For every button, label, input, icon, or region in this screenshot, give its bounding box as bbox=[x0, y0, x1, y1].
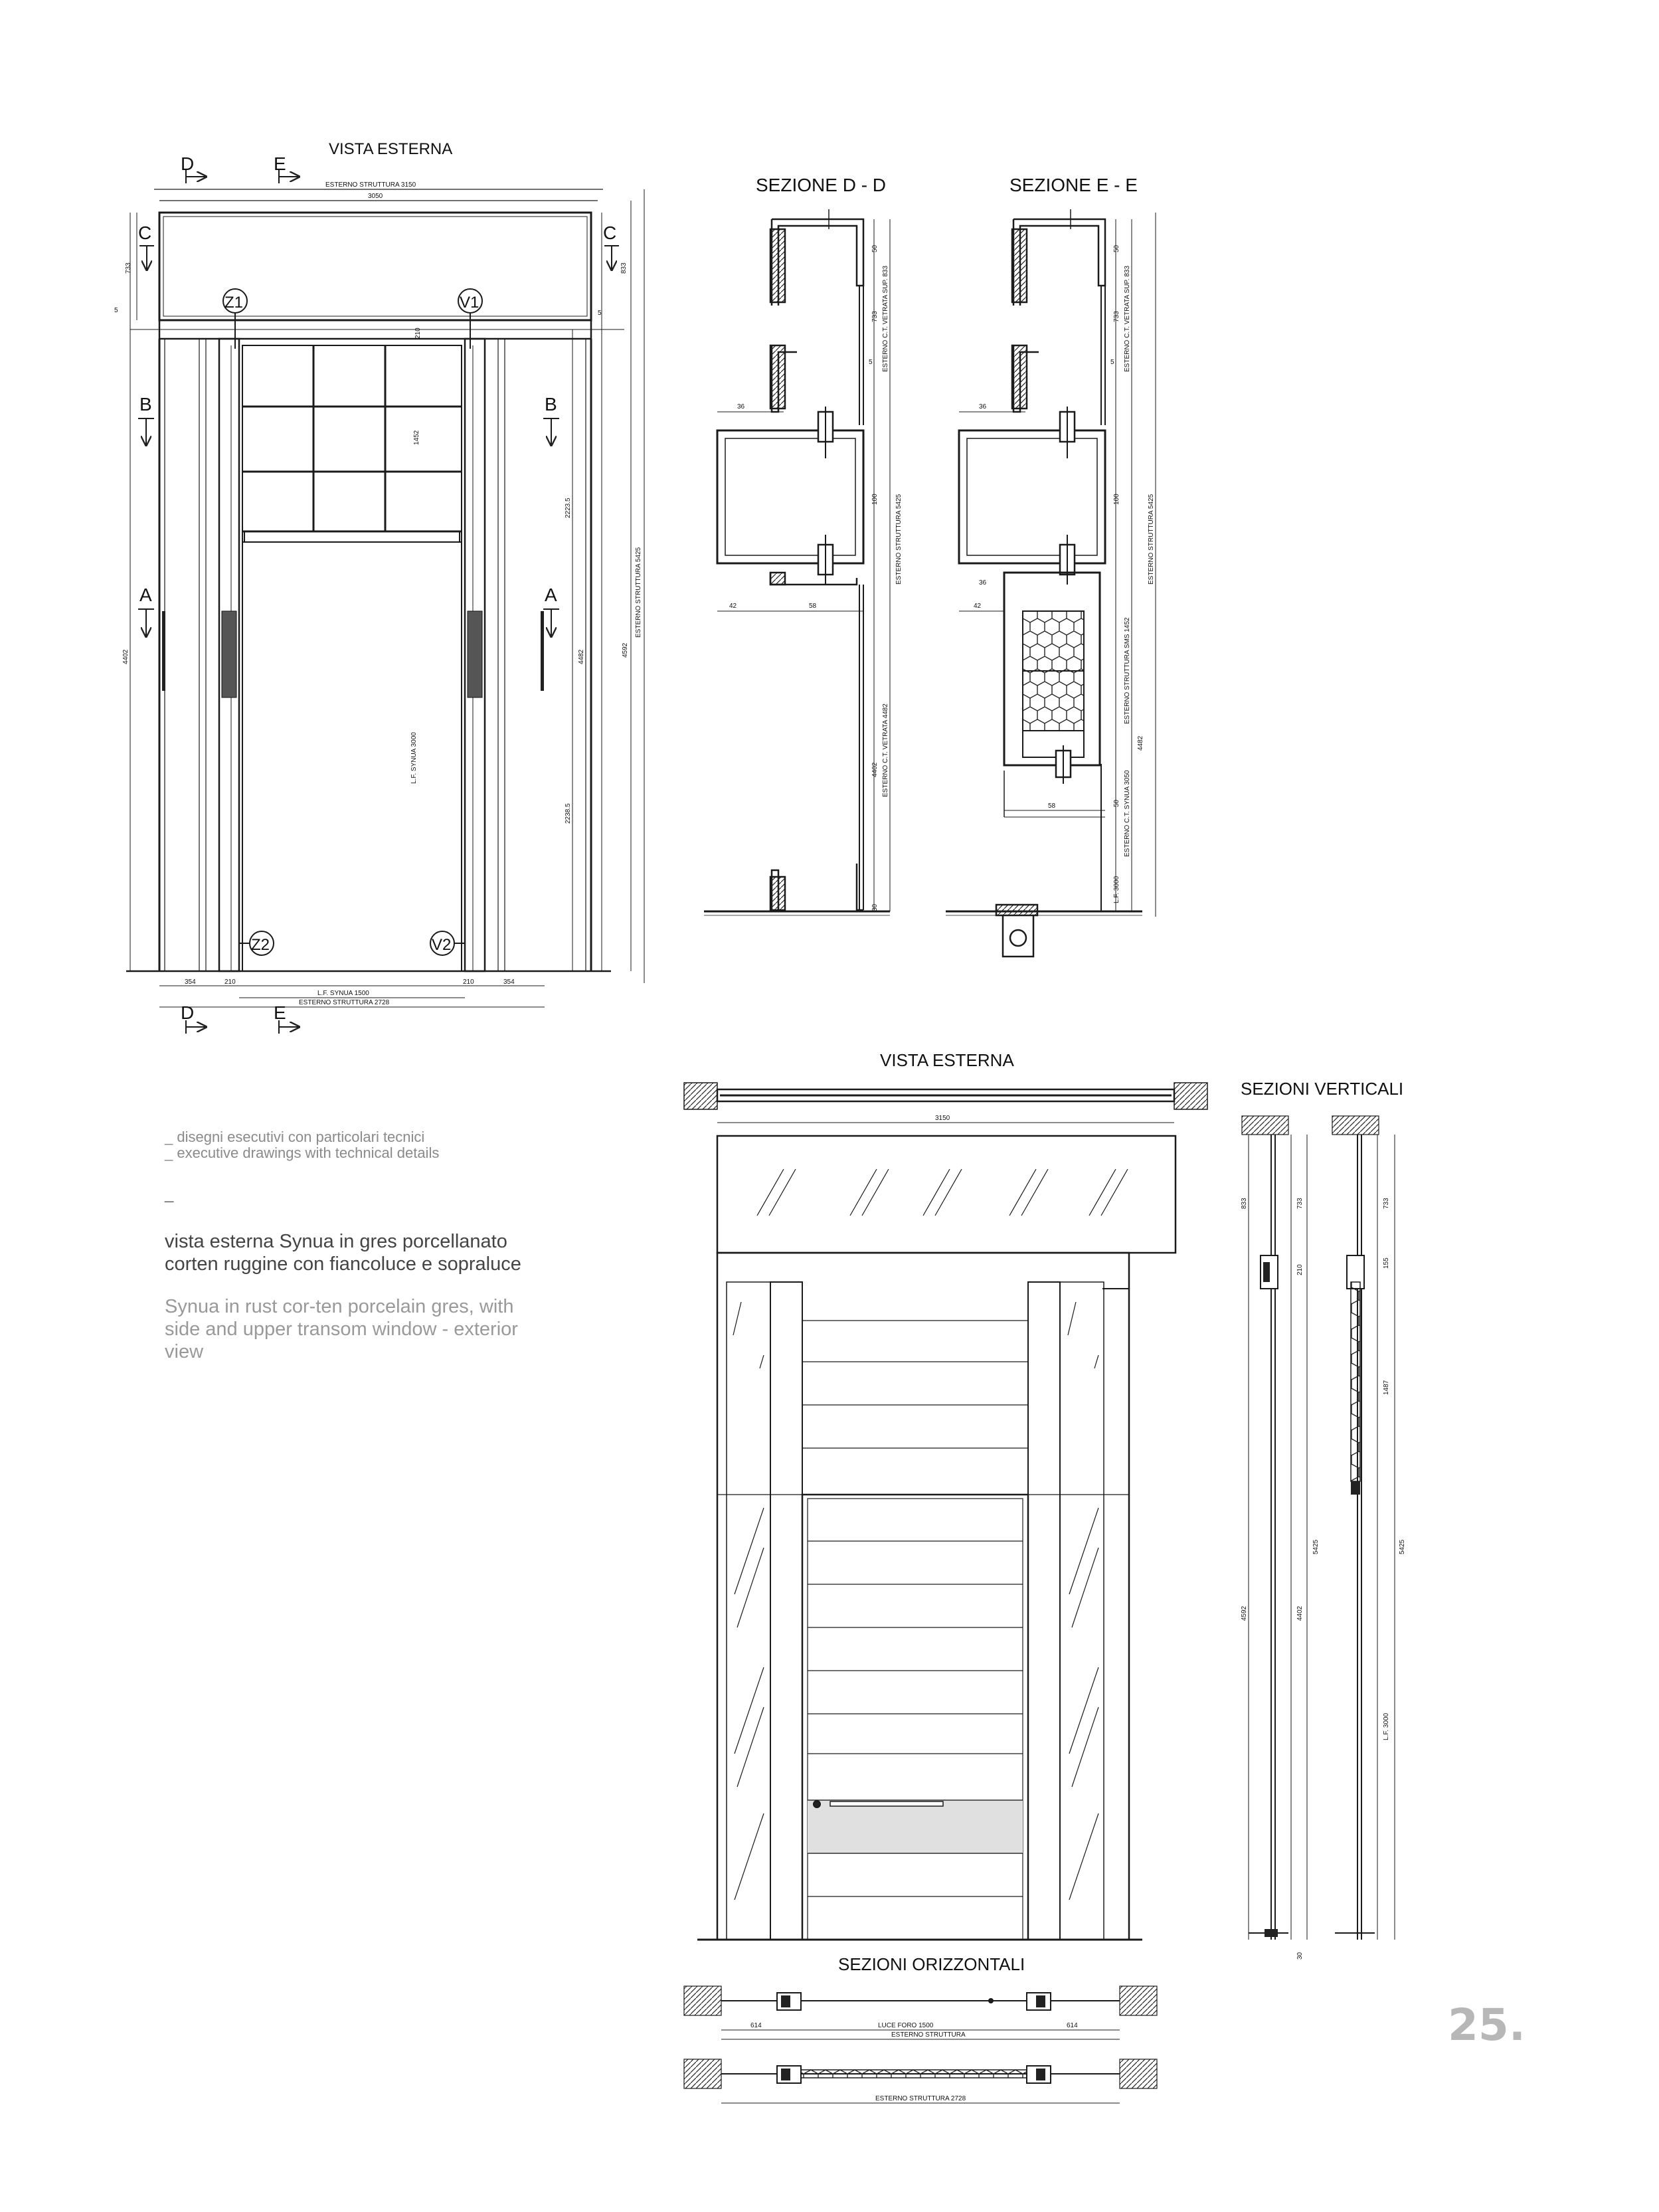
dim-ext-5425: ESTERNO STRUTTURA 5425 bbox=[635, 547, 642, 638]
dim-354-right: 354 bbox=[503, 978, 515, 986]
dim-733-left: 733 bbox=[125, 262, 132, 274]
dim-210-left: 210 bbox=[224, 978, 236, 986]
vs-dim-lf-3000: L.F. 3000 bbox=[1383, 1712, 1390, 1740]
dim-4592: 4592 bbox=[622, 642, 629, 658]
ee-dim-36: 36 bbox=[979, 403, 987, 411]
ee-dim-58: 58 bbox=[1048, 802, 1056, 810]
dd-dim-50: 50 bbox=[871, 244, 879, 252]
dim-5-right: 5 bbox=[598, 310, 602, 317]
vs-dim-155: 155 bbox=[1383, 1257, 1390, 1269]
ee-dim-50b: 50 bbox=[1113, 799, 1120, 807]
description-italian: vista esterna Synua in gres porcellanato corten ruggine con fiancoluce e sopraluce bbox=[165, 1231, 521, 1275]
ee-dim-ext-5425: ESTERNO STRUTTURA 5425 bbox=[1148, 494, 1155, 585]
section-marker-b-left: B bbox=[139, 394, 152, 415]
ee-dim-ct-1452: ESTERNO STRUTTURA SMS 1452 bbox=[1124, 617, 1131, 724]
dd-dim-30: 30 bbox=[871, 903, 879, 911]
svg-text:D: D bbox=[181, 1002, 195, 1023]
dd-dim-100: 100 bbox=[871, 494, 879, 505]
dd-dim-5: 5 bbox=[869, 359, 873, 366]
dim-2238: 2238.5 bbox=[565, 803, 572, 824]
section-dd bbox=[704, 175, 903, 915]
section-marker-b-right: B bbox=[545, 394, 557, 415]
ee-dim-50: 50 bbox=[1113, 244, 1120, 252]
dim-lf-3000: L.F. SYNUA 3000 bbox=[410, 732, 418, 784]
section-ee-title: SEZIONE E - E bbox=[1009, 175, 1138, 195]
vs-dim-5425: 5425 bbox=[1312, 1539, 1320, 1554]
dim-4402-left: 4402 bbox=[122, 649, 130, 664]
svg-text:E: E bbox=[274, 153, 286, 174]
vs-dim-5425b: 5425 bbox=[1399, 1539, 1406, 1554]
dd-dim-36: 36 bbox=[737, 403, 745, 411]
page-number: 25. bbox=[1448, 1999, 1526, 2051]
hs-dim-ext-2728: ESTERNO STRUTTURA 2728 bbox=[875, 2095, 966, 2102]
section-marker-e-top bbox=[274, 153, 300, 183]
horizontal-sections-title: SEZIONI ORIZZONTALI bbox=[838, 1954, 1025, 1974]
caption-block bbox=[165, 1129, 537, 1363]
dd-dim-ext-5425: ESTERNO STRUTTURA 5425 bbox=[895, 494, 903, 585]
section-marker-d-top bbox=[181, 153, 207, 183]
dim-354-left: 354 bbox=[185, 978, 196, 986]
top-left-title: VISTA ESTERNA bbox=[329, 140, 453, 158]
top-left-elevation bbox=[114, 140, 644, 1034]
ee-dim-42: 42 bbox=[974, 602, 982, 610]
vertical-sections bbox=[1241, 1079, 1406, 1960]
node-v2-label: V2 bbox=[432, 936, 452, 954]
section-marker-a-right: A bbox=[545, 585, 557, 605]
caption-en: _ executive drawings with technical details bbox=[165, 1145, 440, 1161]
ee-dim-4482: 4482 bbox=[1137, 735, 1144, 751]
ee-dim-lf-3000: L.F. 3000 bbox=[1113, 876, 1120, 903]
bottom-elevation-title: VISTA ESTERNA bbox=[880, 1050, 1014, 1070]
node-z1-label: Z1 bbox=[224, 294, 244, 312]
node-z2-label: Z2 bbox=[251, 936, 270, 954]
vs-dim-1487: 1487 bbox=[1383, 1380, 1390, 1395]
dd-dim-58: 58 bbox=[809, 602, 817, 610]
dim-833-right: 833 bbox=[620, 262, 628, 274]
hs-dim-ext: ESTERNO STRUTTURA bbox=[891, 2031, 966, 2039]
section-marker-a-left: A bbox=[139, 585, 152, 605]
section-ee bbox=[946, 175, 1156, 957]
bottom-dim-3150: 3150 bbox=[935, 1115, 950, 1122]
dim-5-left: 5 bbox=[114, 307, 118, 314]
section-marker-c-right: C bbox=[603, 223, 617, 243]
vs-dim-733: 733 bbox=[1296, 1198, 1304, 1209]
ee-dim-5: 5 bbox=[1110, 359, 1114, 366]
dd-dim-4402: 4402 bbox=[871, 762, 879, 777]
bottom-elevation bbox=[684, 1050, 1207, 1940]
ee-dim-733: 733 bbox=[1113, 311, 1120, 322]
vs-dim-833: 833 bbox=[1241, 1198, 1248, 1209]
dd-dim-ct-833: ESTERNO C.T. VETRATA SUP. 833 bbox=[882, 265, 889, 372]
svg-text:D: D bbox=[181, 153, 195, 174]
vs-dim-4592: 4592 bbox=[1241, 1606, 1248, 1621]
dd-dim-733: 733 bbox=[871, 311, 879, 322]
dim-210-right: 210 bbox=[463, 978, 474, 986]
dd-dim-ct-4482: ESTERNO C.T. VETRATA 4482 bbox=[882, 703, 889, 797]
section-marker-c-left: C bbox=[138, 223, 152, 243]
dim-2223: 2223.5 bbox=[565, 498, 572, 518]
svg-text:E: E bbox=[274, 1002, 286, 1023]
dim-4482: 4482 bbox=[578, 649, 585, 664]
vs-dim-733b: 733 bbox=[1383, 1198, 1390, 1209]
ee-dim-36b: 36 bbox=[979, 579, 987, 587]
hs-dim-614: 614 bbox=[750, 2022, 762, 2029]
caption-separator: _ bbox=[165, 1185, 174, 1203]
dim-ext-2728: ESTERNO STRUTTURA 2728 bbox=[299, 999, 390, 1006]
hs-dim-614b: 614 bbox=[1067, 2022, 1078, 2029]
ee-dim-100: 100 bbox=[1113, 494, 1120, 505]
ee-dim-ct-833: ESTERNO C.T. VETRATA SUP. 833 bbox=[1124, 265, 1131, 372]
node-v1-label: V1 bbox=[460, 294, 480, 312]
hs-dim-luce: LUCE FORO 1500 bbox=[878, 2022, 934, 2029]
caption-it: _ disegni esecutivi con particolari tecnici bbox=[165, 1129, 425, 1145]
vertical-sections-title: SEZIONI VERTICALI bbox=[1241, 1079, 1404, 1099]
dd-dim-42: 42 bbox=[729, 602, 737, 610]
dim-3050: 3050 bbox=[368, 193, 383, 200]
vs-dim-4402: 4402 bbox=[1296, 1606, 1304, 1621]
dim-210-mid: 210 bbox=[414, 327, 422, 339]
vs-dim-30: 30 bbox=[1296, 1952, 1304, 1960]
dim-1452: 1452 bbox=[413, 430, 420, 445]
dim-lf-1500: L.F. SYNUA 1500 bbox=[317, 990, 369, 997]
vs-dim-210: 210 bbox=[1296, 1264, 1304, 1275]
section-dd-title: SEZIONE D - D bbox=[756, 175, 887, 195]
horizontal-sections bbox=[684, 1954, 1157, 2103]
dim-ext-3150: ESTERNO STRUTTURA 3150 bbox=[325, 181, 416, 189]
description-english: Synua in rust cor-ten porcelain gres, with side and upper transom window - exterior view bbox=[165, 1296, 518, 1362]
ee-dim-syn-3050: ESTERNO C.T. SYNUA 3050 bbox=[1124, 770, 1131, 857]
